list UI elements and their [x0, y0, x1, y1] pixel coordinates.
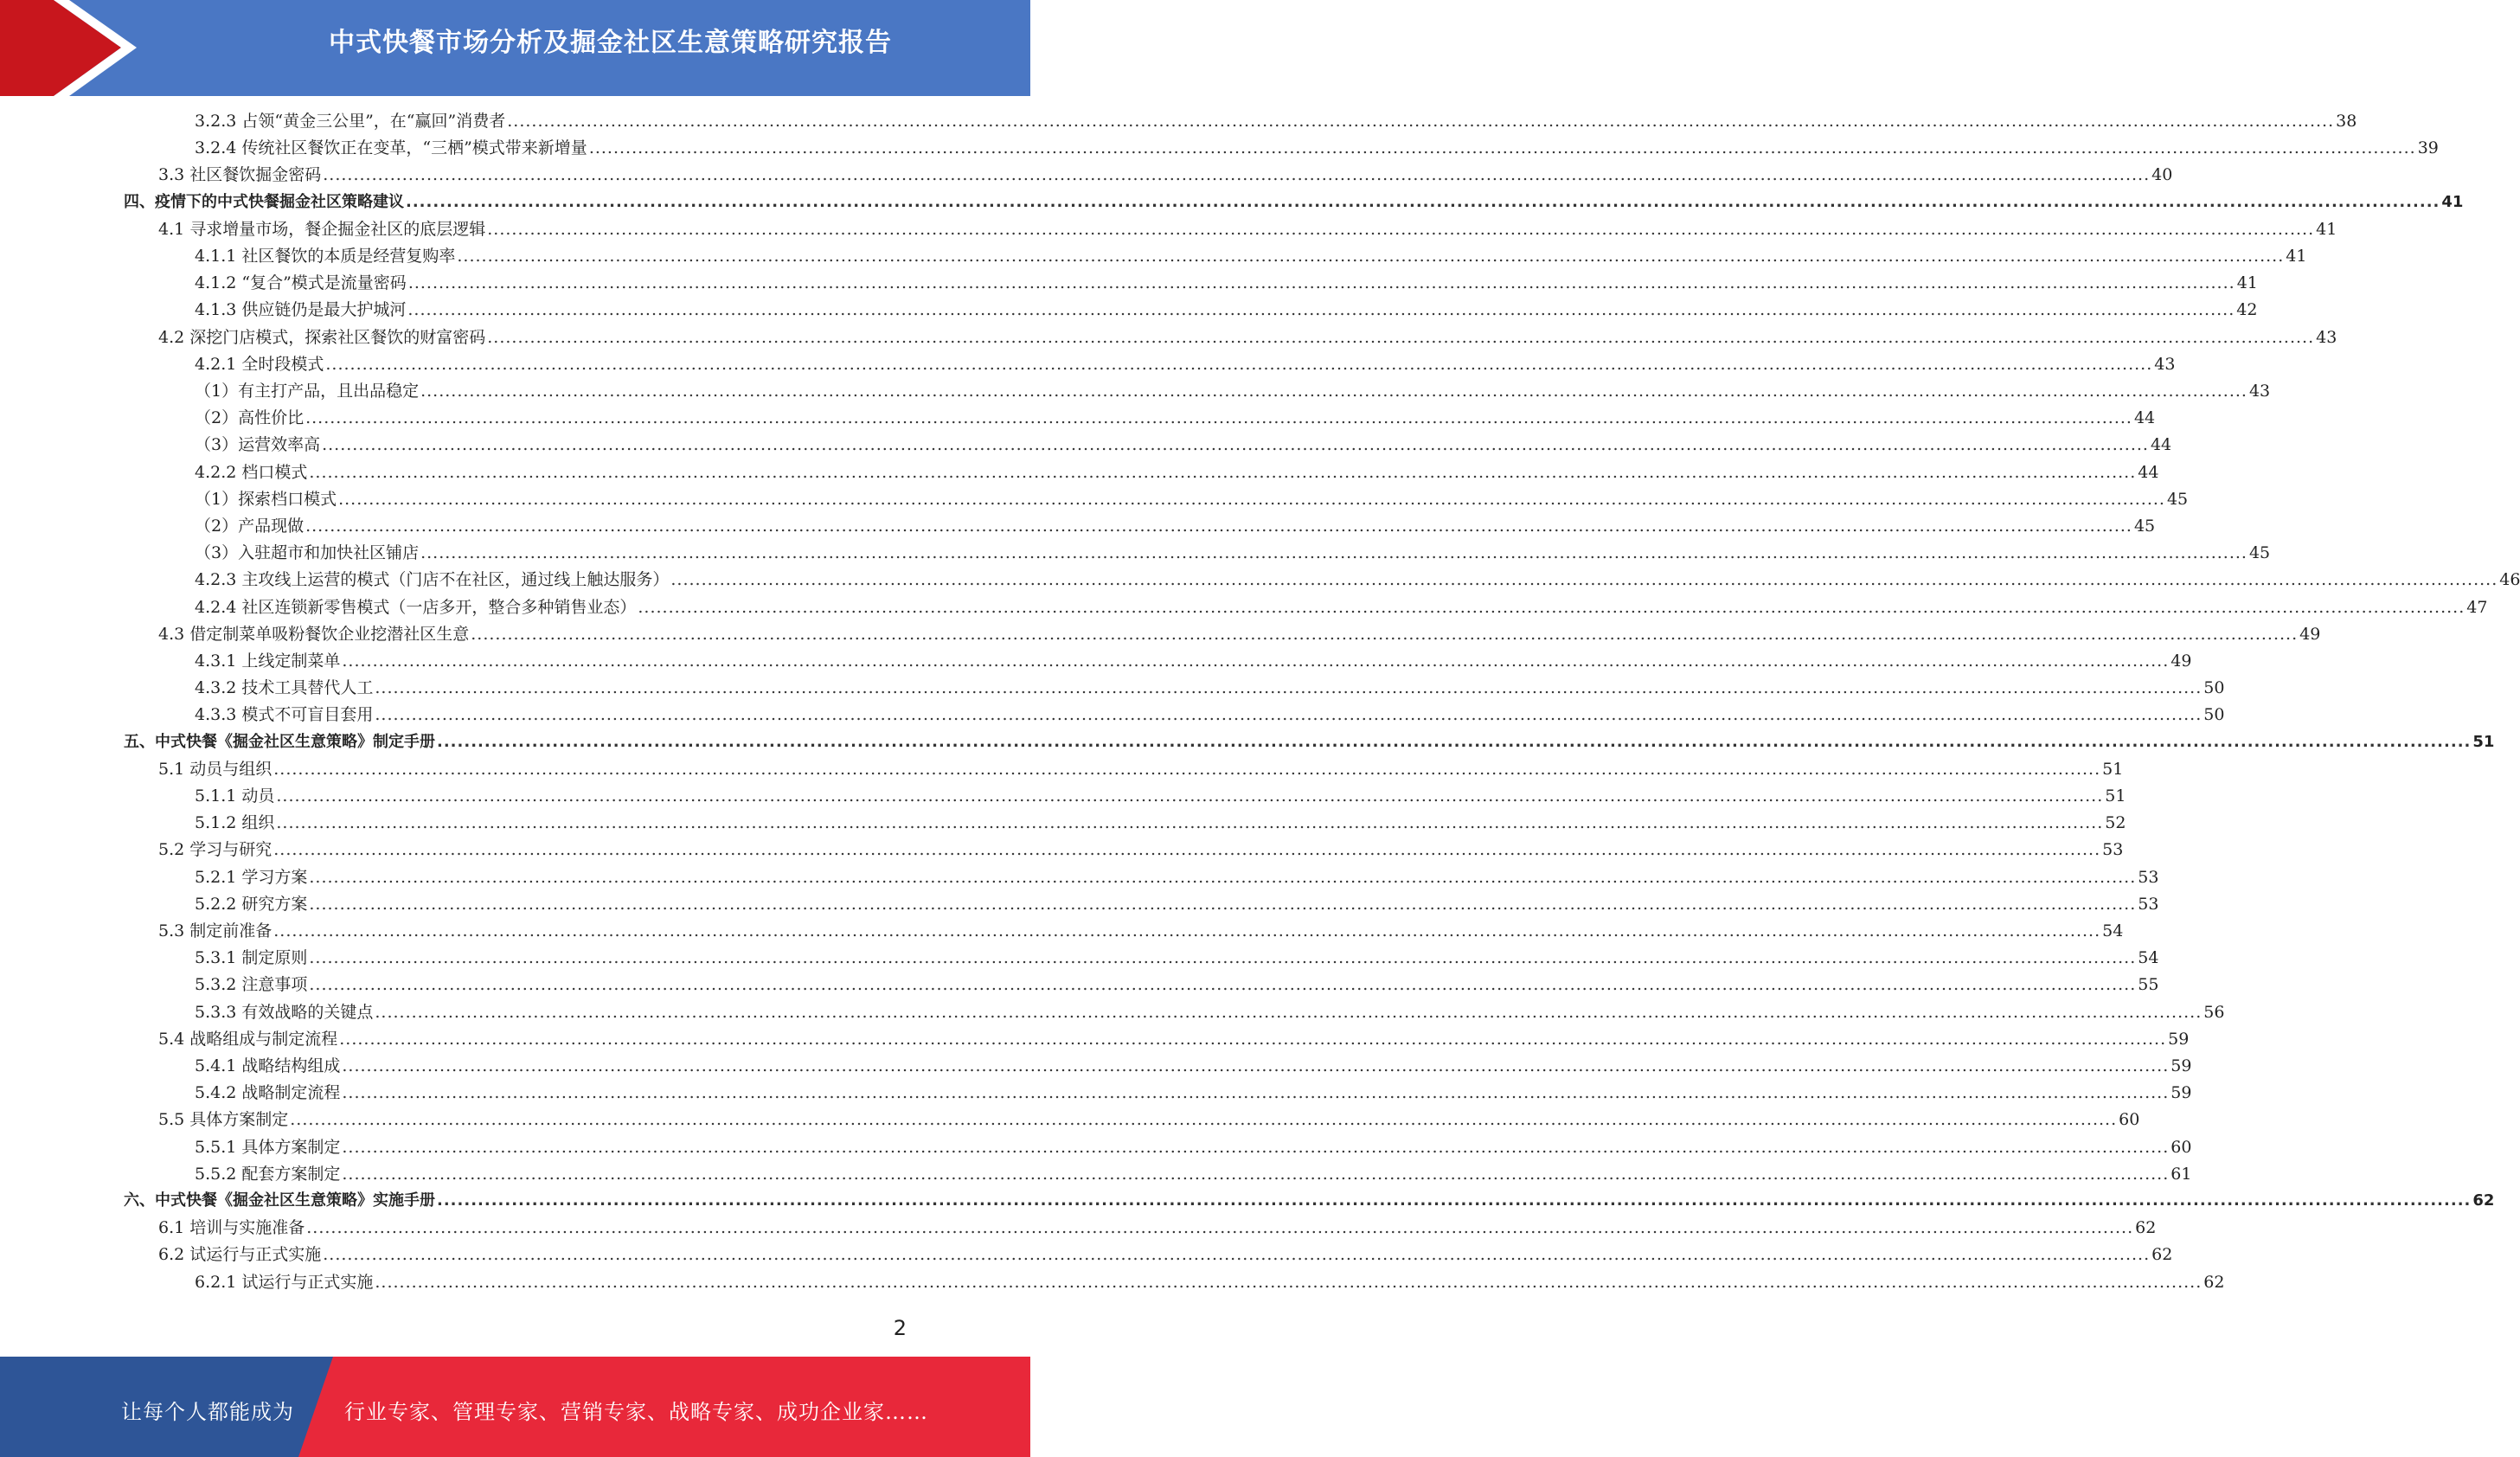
- toc-entry[interactable]: [195, 812, 2126, 834]
- toc-entry-page: 40: [2151, 165, 2173, 185]
- toc-entry-label: 5.3 制定前准备: [158, 921, 273, 940]
- toc-entry[interactable]: [195, 1082, 2192, 1104]
- toc-entry-label: 五、中式快餐《掘金社区生意策略》制定手册: [124, 732, 435, 751]
- toc-entry-page: 47: [2466, 597, 2488, 617]
- toc-entry-page: 41: [2286, 247, 2307, 266]
- toc-entry-page: 41: [2316, 219, 2337, 239]
- footer-slogan-right: 行业专家、管理专家、营销专家、战略专家、成功企业家……: [344, 1400, 928, 1424]
- toc-entry-label: 5.5.2 配套方案制定: [195, 1164, 341, 1184]
- toc-dot-leader: ............................................................................................................................................................................................................................................................................................................: [375, 1002, 2203, 1022]
- toc-dot-leader: ............................................................................................................................................................................................................................................................................................................: [276, 786, 2104, 806]
- toc-dot-leader: ............................................................................................................................................................................................................................................................................................................: [305, 517, 2132, 536]
- toc-entry-label: 5.2 学习与研究: [158, 840, 273, 860]
- footer-slogan-left: 让每个人都能成为: [121, 1400, 294, 1424]
- toc-entry-label: 5.5 具体方案制定: [158, 1110, 289, 1130]
- toc-dot-leader: ............................................................................................................................................................................................................................................................................................................: [638, 597, 2465, 617]
- toc-dot-leader: ............................................................................................................................................................................................................................................................................................................: [437, 1191, 2472, 1210]
- toc-entry[interactable]: [195, 298, 2258, 321]
- toc-entry-label: （3）运营效率高: [195, 435, 321, 455]
- toc-entry-page: 60: [2171, 1137, 2192, 1157]
- toc-dot-leader: ............................................................................................................................................................................................................................................................................................................: [471, 624, 2299, 644]
- toc-entry-label: 3.3 社区餐饮掘金密码: [158, 165, 322, 185]
- toc-entry-label: 5.5.1 具体方案制定: [195, 1137, 341, 1157]
- toc-entry-label: 5.1 动员与组织: [158, 759, 273, 779]
- toc-entry-page: 60: [2119, 1110, 2140, 1130]
- toc-dot-leader: ............................................................................................................................................................................................................................................................................................................: [309, 462, 2137, 482]
- toc-entry[interactable]: [195, 515, 2156, 537]
- toc-dot-leader: ............................................................................................................................................................................................................................................................................................................: [338, 489, 2165, 509]
- toc-entry-page: 62: [2151, 1245, 2173, 1265]
- toc-entry-page: 44: [2133, 408, 2156, 428]
- toc-dot-leader: ............................................................................................................................................................................................................................................................................................................: [342, 1083, 2170, 1103]
- toc-dot-leader: ............................................................................................................................................................................................................................................................................................................: [342, 1056, 2170, 1075]
- toc-entry-label: 4.2 深挖门店模式，探索社区餐饮的财富密码: [158, 327, 486, 347]
- toc-entry-label: 4.2.3 主攻线上运营的模式（门店不在社区，通过线上触达服务）: [195, 570, 670, 590]
- toc-entry-label: 4.2.4 社区连锁新零售模式（一店多开，整合多种销售业态）: [195, 597, 637, 617]
- toc-dot-leader: ............................................................................................................................................................................................................................................................................................................: [487, 327, 2315, 347]
- toc-entry-page: 46: [2499, 570, 2520, 590]
- toc-entry-label: 3.2.3 占领“黄金三公里”，在“赢回”消费者: [195, 112, 506, 131]
- toc-entry-label: 4.3 借定制菜单吸粉餐饮企业挖潜社区生意: [158, 624, 470, 644]
- toc-entry-label: （2）产品现做: [195, 517, 305, 536]
- toc-entry[interactable]: [195, 703, 2225, 726]
- toc-entry[interactable]: [124, 731, 2495, 754]
- toc-dot-leader: ............................................................................................................................................................................................................................................................................................................: [507, 112, 2335, 131]
- toc-entry-page: 41: [2236, 273, 2258, 293]
- toc-entry[interactable]: [158, 920, 2124, 942]
- toc-dot-leader: ............................................................................................................................................................................................................................................................................................................: [375, 705, 2203, 725]
- toc-entry[interactable]: [195, 137, 2439, 159]
- toc-entry[interactable]: [195, 596, 2488, 619]
- toc-dot-leader: ............................................................................................................................................................................................................................................................................................................: [407, 273, 2235, 293]
- report-title: 中式快餐市场分析及掘金社区生意策略研究报告: [329, 28, 892, 58]
- toc-entry[interactable]: [195, 677, 2225, 699]
- toc-dot-leader: ............................................................................................................................................................................................................................................................................................................: [342, 1137, 2170, 1157]
- toc-entry-label: 5.4.1 战略结构组成: [195, 1056, 341, 1075]
- toc-entry[interactable]: [195, 893, 2159, 915]
- toc-entry[interactable]: [195, 407, 2156, 429]
- toc-entry[interactable]: [195, 245, 2307, 267]
- toc-entry-label: 5.1.1 动员: [195, 786, 275, 806]
- toc-entry-label: 5.2.1 学习方案: [195, 867, 308, 887]
- toc-entry-page: 51: [2105, 786, 2126, 806]
- toc-dot-leader: ............................................................................................................................................................................................................................................................................................................: [407, 300, 2235, 320]
- toc-entry-label: 5.3.1 制定原则: [195, 948, 308, 968]
- toc-entry-page: 54: [2102, 921, 2124, 940]
- page-footer: [0, 1357, 1030, 1457]
- toc-entry-label: 5.3.3 有效战略的关键点: [195, 1002, 374, 1022]
- toc-entry[interactable]: [195, 461, 2159, 484]
- toc-entry-page: 56: [2203, 1002, 2225, 1022]
- toc-entry[interactable]: [195, 1271, 2225, 1293]
- toc-entry-label: 4.1 寻求增量市场，餐企掘金社区的底层逻辑: [158, 219, 486, 239]
- toc-entry-page: 53: [2138, 894, 2159, 914]
- toc-entry-label: 4.3.2 技术工具替代人工: [195, 678, 374, 698]
- toc-entry-label: （2）高性价比: [195, 408, 305, 428]
- toc-dot-leader: ............................................................................................................................................................................................................................................................................................................: [323, 1245, 2151, 1265]
- toc-dot-leader: ............................................................................................................................................................................................................................................................................................................: [406, 192, 2440, 211]
- toc-entry-page: 45: [2166, 489, 2189, 509]
- toc-dot-leader: ............................................................................................................................................................................................................................................................................................................: [322, 435, 2149, 455]
- toc-entry-page: 61: [2171, 1164, 2192, 1184]
- toc-entry-page: 62: [2135, 1218, 2157, 1238]
- toc-entry-page: 50: [2203, 705, 2225, 725]
- toc-entry-page: 50: [2203, 678, 2225, 698]
- toc-entry-page: 62: [2203, 1272, 2225, 1292]
- page-number: 2: [893, 1316, 907, 1340]
- toc-entry-page: 53: [2102, 840, 2124, 860]
- toc-entry[interactable]: [195, 272, 2258, 294]
- toc-entry-label: 六、中式快餐《掘金社区生意策略》实施手册: [124, 1191, 435, 1210]
- toc-entry-label: 4.2.1 全时段模式: [195, 354, 324, 374]
- toc-entry-label: 5.4 战略组成与制定流程: [158, 1029, 338, 1049]
- toc-entry[interactable]: [158, 623, 2321, 645]
- toc-entry-label: 3.2.4 传统社区餐饮正在变革，“三栖”模式带来新增量: [195, 138, 587, 158]
- toc-entry[interactable]: [195, 488, 2189, 510]
- toc-entry-label: 4.2.2 档口模式: [195, 462, 308, 482]
- toc-entry[interactable]: [158, 326, 2337, 349]
- toc-entry[interactable]: [195, 542, 2271, 564]
- toc-entry-label: 4.1.2 “复合”模式是流量密码: [195, 273, 407, 293]
- toc-entry[interactable]: [195, 866, 2159, 889]
- toc-entry-label: 5.2.2 研究方案: [195, 894, 308, 914]
- toc-entry[interactable]: [158, 1216, 2157, 1239]
- toc-entry[interactable]: [158, 1243, 2173, 1266]
- toc-entry-label: 四、疫情下的中式快餐掘金社区策略建议: [124, 192, 404, 211]
- toc-entry-label: 5.1.2 组织: [195, 813, 275, 833]
- toc-entry-label: （1）探索档口模式: [195, 489, 337, 509]
- page-header: [0, 0, 1030, 96]
- toc-dot-leader: ............................................................................................................................................................................................................................................................................................................: [273, 921, 2101, 940]
- toc-dot-leader: ............................................................................................................................................................................................................................................................................................................: [588, 138, 2416, 158]
- toc-entry[interactable]: [158, 164, 2173, 186]
- toc-dot-leader: ............................................................................................................................................................................................................................................................................................................: [339, 1029, 2167, 1049]
- toc-dot-leader: ............................................................................................................................................................................................................................................................................................................: [309, 948, 2137, 968]
- toc-entry-label: 6.2 试运行与正式实施: [158, 1245, 322, 1265]
- toc-entry[interactable]: [158, 1028, 2190, 1050]
- toc-entry-label: 6.1 培训与实施准备: [158, 1218, 305, 1238]
- toc-entry-label: 4.3.3 模式不可盲目套用: [195, 705, 374, 725]
- toc-dot-leader: ............................................................................................................................................................................................................................................................................................................: [290, 1110, 2118, 1130]
- toc-entry-page: 45: [2133, 517, 2156, 536]
- toc-entry-page: 54: [2138, 948, 2159, 968]
- toc-entry-label: 5.3.2 注意事项: [195, 975, 308, 995]
- toc-entry[interactable]: [195, 568, 2520, 591]
- toc-entry[interactable]: [124, 1190, 2495, 1212]
- toc-entry-page: 43: [2154, 354, 2176, 374]
- toc-entry-label: 4.1.1 社区餐饮的本质是经营复购率: [195, 247, 456, 266]
- toc-entry[interactable]: [158, 1108, 2140, 1131]
- toc-entry-page: 43: [2316, 327, 2337, 347]
- toc-entry[interactable]: [195, 650, 2192, 672]
- toc-dot-leader: ............................................................................................................................................................................................................................................................................................................: [457, 247, 2285, 266]
- toc-entry-label: 4.1.3 供应链仍是最大护城河: [195, 300, 407, 320]
- toc-dot-leader: ............................................................................................................................................................................................................................................................................................................: [323, 165, 2151, 185]
- toc-entry[interactable]: [195, 973, 2159, 996]
- toc-dot-leader: ............................................................................................................................................................................................................................................................................................................: [306, 1218, 2134, 1238]
- toc-entry-page: 53: [2138, 867, 2159, 887]
- toc-entry-page: 59: [2171, 1056, 2192, 1075]
- toc-dot-leader: ............................................................................................................................................................................................................................................................................................................: [670, 570, 2498, 590]
- toc-dot-leader: ............................................................................................................................................................................................................................................................................................................: [325, 354, 2153, 374]
- toc-entry[interactable]: [195, 1163, 2192, 1185]
- toc-entry-page: 51: [2472, 732, 2495, 751]
- toc-dot-leader: ............................................................................................................................................................................................................................................................................................................: [342, 1164, 2170, 1184]
- toc-entry[interactable]: [158, 218, 2337, 241]
- toc-entry-label: 4.3.1 上线定制菜单: [195, 651, 341, 671]
- toc-dot-leader: ............................................................................................................................................................................................................................................................................................................: [276, 813, 2104, 833]
- toc-entry[interactable]: [195, 1136, 2192, 1159]
- toc-entry-page: 45: [2248, 543, 2271, 563]
- toc-entry[interactable]: [195, 353, 2176, 375]
- toc-entry-label: （3）入驻超市和加快社区铺店: [195, 543, 420, 563]
- toc-entry[interactable]: [195, 110, 2357, 132]
- toc-entry[interactable]: [158, 758, 2124, 780]
- toc-dot-leader: ............................................................................................................................................................................................................................................................................................................: [487, 219, 2315, 239]
- toc-entry-page: 49: [2171, 651, 2192, 671]
- toc-entry-label: （1）有主打产品，且出品稳定: [195, 382, 420, 401]
- toc-dot-leader: ............................................................................................................................................................................................................................................................................................................: [309, 975, 2137, 995]
- toc-dot-leader: ............................................................................................................................................................................................................................................................................................................: [420, 382, 2247, 401]
- toc-entry-page: 42: [2236, 300, 2258, 320]
- toc-entry-page: 43: [2248, 382, 2271, 401]
- toc-entry[interactable]: [158, 838, 2124, 861]
- toc-entry-page: 38: [2336, 112, 2357, 131]
- toc-entry-page: 52: [2105, 813, 2126, 833]
- toc-entry[interactable]: [195, 433, 2172, 456]
- toc-entry[interactable]: [195, 785, 2126, 807]
- toc-entry-page: 41: [2441, 192, 2464, 211]
- toc-entry-page: 44: [2138, 462, 2159, 482]
- toc-entry-label: 6.2.1 试运行与正式实施: [195, 1272, 374, 1292]
- header-chevron-decoration: [0, 0, 138, 96]
- toc-dot-leader: ............................................................................................................................................................................................................................................................................................................: [309, 894, 2137, 914]
- toc-entry-page: 59: [2171, 1083, 2192, 1103]
- toc-entry-page: 49: [2299, 624, 2321, 644]
- toc-dot-leader: ............................................................................................................................................................................................................................................................................................................: [309, 867, 2137, 887]
- toc-dot-leader: ............................................................................................................................................................................................................................................................................................................: [375, 1272, 2203, 1292]
- toc-entry-page: 62: [2472, 1191, 2495, 1210]
- toc-entry[interactable]: [195, 380, 2271, 402]
- toc-entry-page: 44: [2150, 435, 2172, 455]
- toc-dot-leader: ............................................................................................................................................................................................................................................................................................................: [437, 732, 2472, 751]
- toc-entry[interactable]: [124, 191, 2464, 214]
- toc-entry-page: 55: [2138, 975, 2159, 995]
- toc-dot-leader: ............................................................................................................................................................................................................................................................................................................: [305, 408, 2132, 428]
- toc-dot-leader: ............................................................................................................................................................................................................................................................................................................: [375, 678, 2203, 698]
- toc-dot-leader: ............................................................................................................................................................................................................................................................................................................: [273, 840, 2101, 860]
- toc-entry-label: 5.4.2 战略制定流程: [195, 1083, 341, 1103]
- toc-entry[interactable]: [195, 1001, 2225, 1024]
- toc-dot-leader: ............................................................................................................................................................................................................................................................................................................: [273, 759, 2101, 779]
- toc-entry-page: 51: [2102, 759, 2124, 779]
- toc-entry[interactable]: [195, 947, 2159, 969]
- toc-dot-leader: ............................................................................................................................................................................................................................................................................................................: [342, 651, 2170, 671]
- toc-dot-leader: ............................................................................................................................................................................................................................................................................................................: [420, 543, 2247, 563]
- toc-entry-page: 59: [2168, 1029, 2190, 1049]
- toc-entry-page: 39: [2417, 138, 2439, 158]
- toc-entry[interactable]: [195, 1055, 2192, 1077]
